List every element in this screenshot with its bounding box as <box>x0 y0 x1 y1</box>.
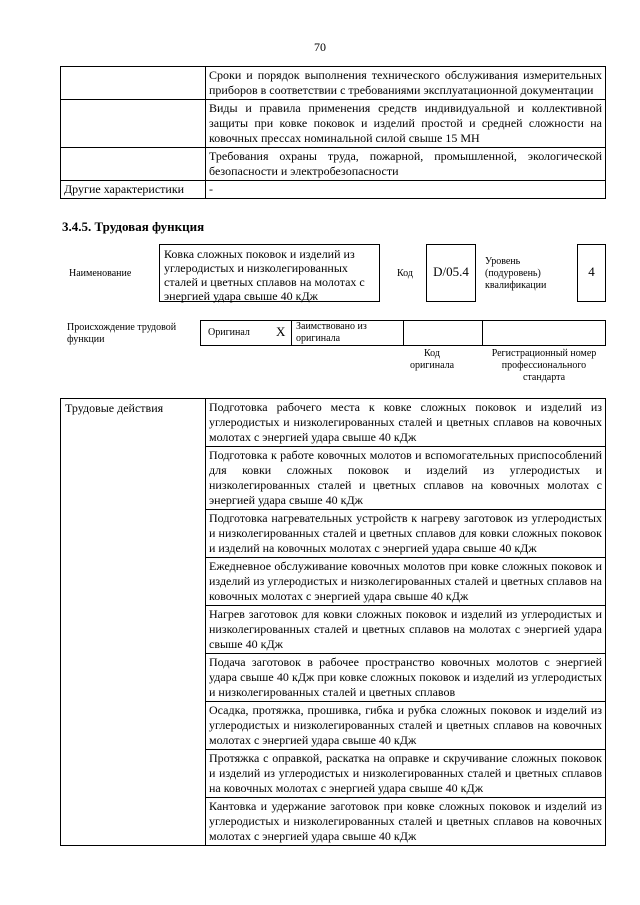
name-label: Наименование <box>69 268 132 279</box>
function-code: D/05.4 <box>426 244 476 302</box>
top-characteristics-table <box>60 66 606 199</box>
action-item: Кантовка и удержание заготовок при ковке сложных поковок и изделий из углеродистых и низколегированных сталей и цветных сплавов на ковочных молотах с энергией удара свыше 40 кДж <box>206 798 606 846</box>
action-item: Подготовка нагревательных устройств к нагреву заготовок из углеродистых и низколегированных сталей и цветных сплавов для ковки сложных поковок и изделий на ковочных молотах с энергией удара свыше 40 кДж <box>206 510 606 558</box>
row-label <box>61 100 206 148</box>
level-label: Уровень (подуровень) квалификации <box>485 256 547 291</box>
level-value: 4 <box>577 244 606 302</box>
code-caption: Код оригинала <box>409 348 455 371</box>
row-text: - <box>206 181 606 199</box>
action-item: Осадка, протяжка, прошивка, гибка и рубка сложных поковок и изделий из углеродистых и низколегированных сталей и цветных сплавов на ковочных молотах с энергией удара свыше 40 кДж <box>206 702 606 750</box>
action-item: Подготовка к работе ковочных молотов и вспомогательных приспособлений для ковки сложных поковок и изделий из углеродистых и низколегированных сталей и цветных сплавов на ковочных молотах с энергией удара свыше 40 кДж <box>206 447 606 510</box>
action-item: Протяжка с оправкой, раскатка на оправке и скручивание сложных поковок и изделий из углеродистых и низколегированных сталей и цветных сплавов на ковочных молотах с энергией удара свыше 40 кДж <box>206 750 606 798</box>
row-text: Требования охраны труда, пожарной, промышленной, экологической безопасности и электробезопасности <box>206 148 606 181</box>
row-label <box>61 148 206 181</box>
table-row <box>61 67 606 100</box>
origin-row <box>200 320 606 346</box>
origin-label: Происхождение трудовой функции <box>67 322 177 345</box>
table-row <box>61 148 606 181</box>
action-item: Ежедневное обслуживание ковочных молотов при ковке сложных поковок и изделий из углеродистых и низколегированных сталей и цветных сплавов на ковочных молотах с энергией удара свыше 40 кДж <box>206 558 606 606</box>
table-row <box>61 399 606 447</box>
row-text: Сроки и порядок выполнения технического обслуживания измерительных приборов в соответствии с требованиями эксплуатационной документации <box>206 67 606 100</box>
action-item: Нагрев заготовок для ковки сложных поковок и изделий из углеродистых и низколегированных сталей и цветных сплавов на молотах с энергией удара свыше 40 кДж <box>206 606 606 654</box>
action-item: Подготовка рабочего места к ковке сложных поковок и изделий из углеродистых и низколегированных сталей и цветных сплавов на ковочных молотах с энергией удара свыше 40 кДж <box>206 399 606 447</box>
action-item: Подача заготовок в рабочее пространство ковочных молотов с энергией удара свыше 40 кДж при ковке сложных поковок и изделий из углеродистых и низколегированных сталей и цветных сплавов <box>206 654 606 702</box>
code-label: Код <box>397 268 413 279</box>
actions-label: Трудовые действия <box>61 399 206 846</box>
row-text: Виды и правила применения средств индивидуальной и коллективной защиты при ковке поковок и изделий простой и средней сложности на ковочных прессах номинальной силой свыше 15 МН <box>206 100 606 148</box>
row-label <box>61 67 206 100</box>
section-heading: 3.4.5. Трудовая функция <box>62 219 205 234</box>
original-label: Оригинал <box>208 327 250 338</box>
borrowed-label: Заимствовано из оригинала <box>296 321 367 344</box>
function-name: Ковка сложных поковок и изделий из углеродистых и низколегированных сталей и цветных сплавов на молотах с энергией удара свыше 40 кДж <box>159 244 380 302</box>
reg-caption: Регистрационный номер профессионального стандарта <box>491 348 597 383</box>
row-label-other: Другие характеристики <box>61 181 206 199</box>
original-mark: X <box>276 324 286 339</box>
table-row <box>61 100 606 148</box>
actions-table <box>60 398 606 846</box>
table-row <box>61 181 606 199</box>
page-number: 70 <box>314 40 326 54</box>
